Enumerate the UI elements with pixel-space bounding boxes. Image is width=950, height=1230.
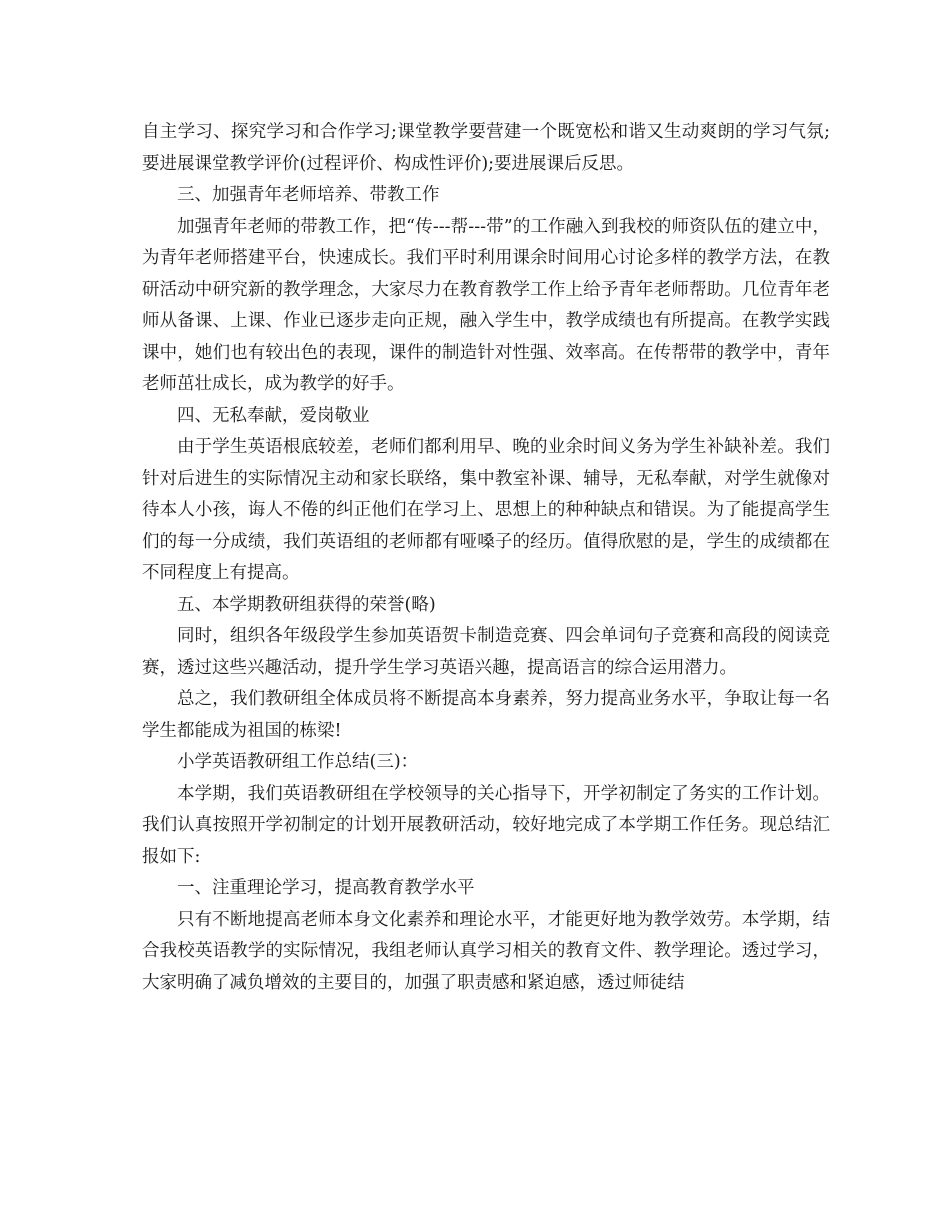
paragraph: 同时，组织各年级段学生参加英语贺卡制造竞赛、四会单词句子竞赛和高段的阅读竞赛，透过这些兴趣活动，提升学生学习英语兴趣，提高语言的综合运用潜力。: [142, 626, 830, 678]
paragraph: 总之，我们教研组全体成员将不断提高本身素养，努力提高业务水平，争取让每一名学生都能成为祖国的栋梁!: [142, 689, 830, 741]
document-subtitle: 小学英语教研组工作总结(三)：: [177, 752, 419, 772]
section-heading-3: 三、加强青年老师培养、带教工作: [177, 185, 440, 205]
paragraph: 只有不断地提高老师本身文化素养和理论水平，才能更好地为教学效劳。本学期，结合我校英语教学的实际情况，我组老师认真学习相关的教育文件、教学理论。透过学习，大家明确了减负增效的主要目的，加强了职责感和紧迫感，透过师徒结: [142, 909, 830, 993]
paragraph-continuation: 自主学习、探究学习和合作学习;课堂教学要营建一个既宽松和谐又生动爽朗的学习气氛;要进展课堂教学评价(过程评价、构成性评价);要进展课后反思。: [142, 122, 830, 174]
paragraph: 由于学生英语根底较差，老师们都利用早、晚的业余时间义务为学生补缺补差。我们针对后进生的实际情况主动和家长联络，集中教室补课、辅导，无私奉献，对学生就像对待本人小孩，诲人不倦的纠正他们在学习上、思想上的种种缺点和错误。为了能提高学生们的每一分成绩，我们英语组的老师都有哑嗓子的经历。值得欣慰的是，学生的成绩都在不同程度上有提高。: [142, 437, 830, 583]
section-heading-1: 一、注重理论学习，提高教育教学水平: [177, 878, 475, 898]
section-heading-4: 四、无私奉献，爱岗敬业: [177, 405, 370, 426]
document-body: [142, 117, 830, 999]
section-heading-5: 五、本学期教研组获得的荣誉(略): [177, 594, 436, 615]
paragraph: 加强青年老师的带教工作，把“传---帮---带”的工作融入到我校的师资队伍的建立中，为青年老师搭建平台，快速成长。我们平时利用课余时间用心讨论多样的教学方法，在教研活动中研究新的教学理念，大家尽力在教育教学工作上给予青年老师帮助。几位青年老师从备课、上课、作业已逐步走向正规，融入学生中，教学成绩也有所提高。在教学实践课中，她们也有较出色的表现，课件的制造针对性强、效率高。在传帮带的教学中，青年老师茁壮成长，成为教学的好手。: [142, 216, 830, 394]
paragraph: 本学期，我们英语教研组在学校领导的关心指导下，开学初制定了务实的工作计划。我们认真按照开学初制定的计划开展教研活动，较好地完成了本学期工作任务。现总结汇报如下:: [142, 783, 830, 867]
